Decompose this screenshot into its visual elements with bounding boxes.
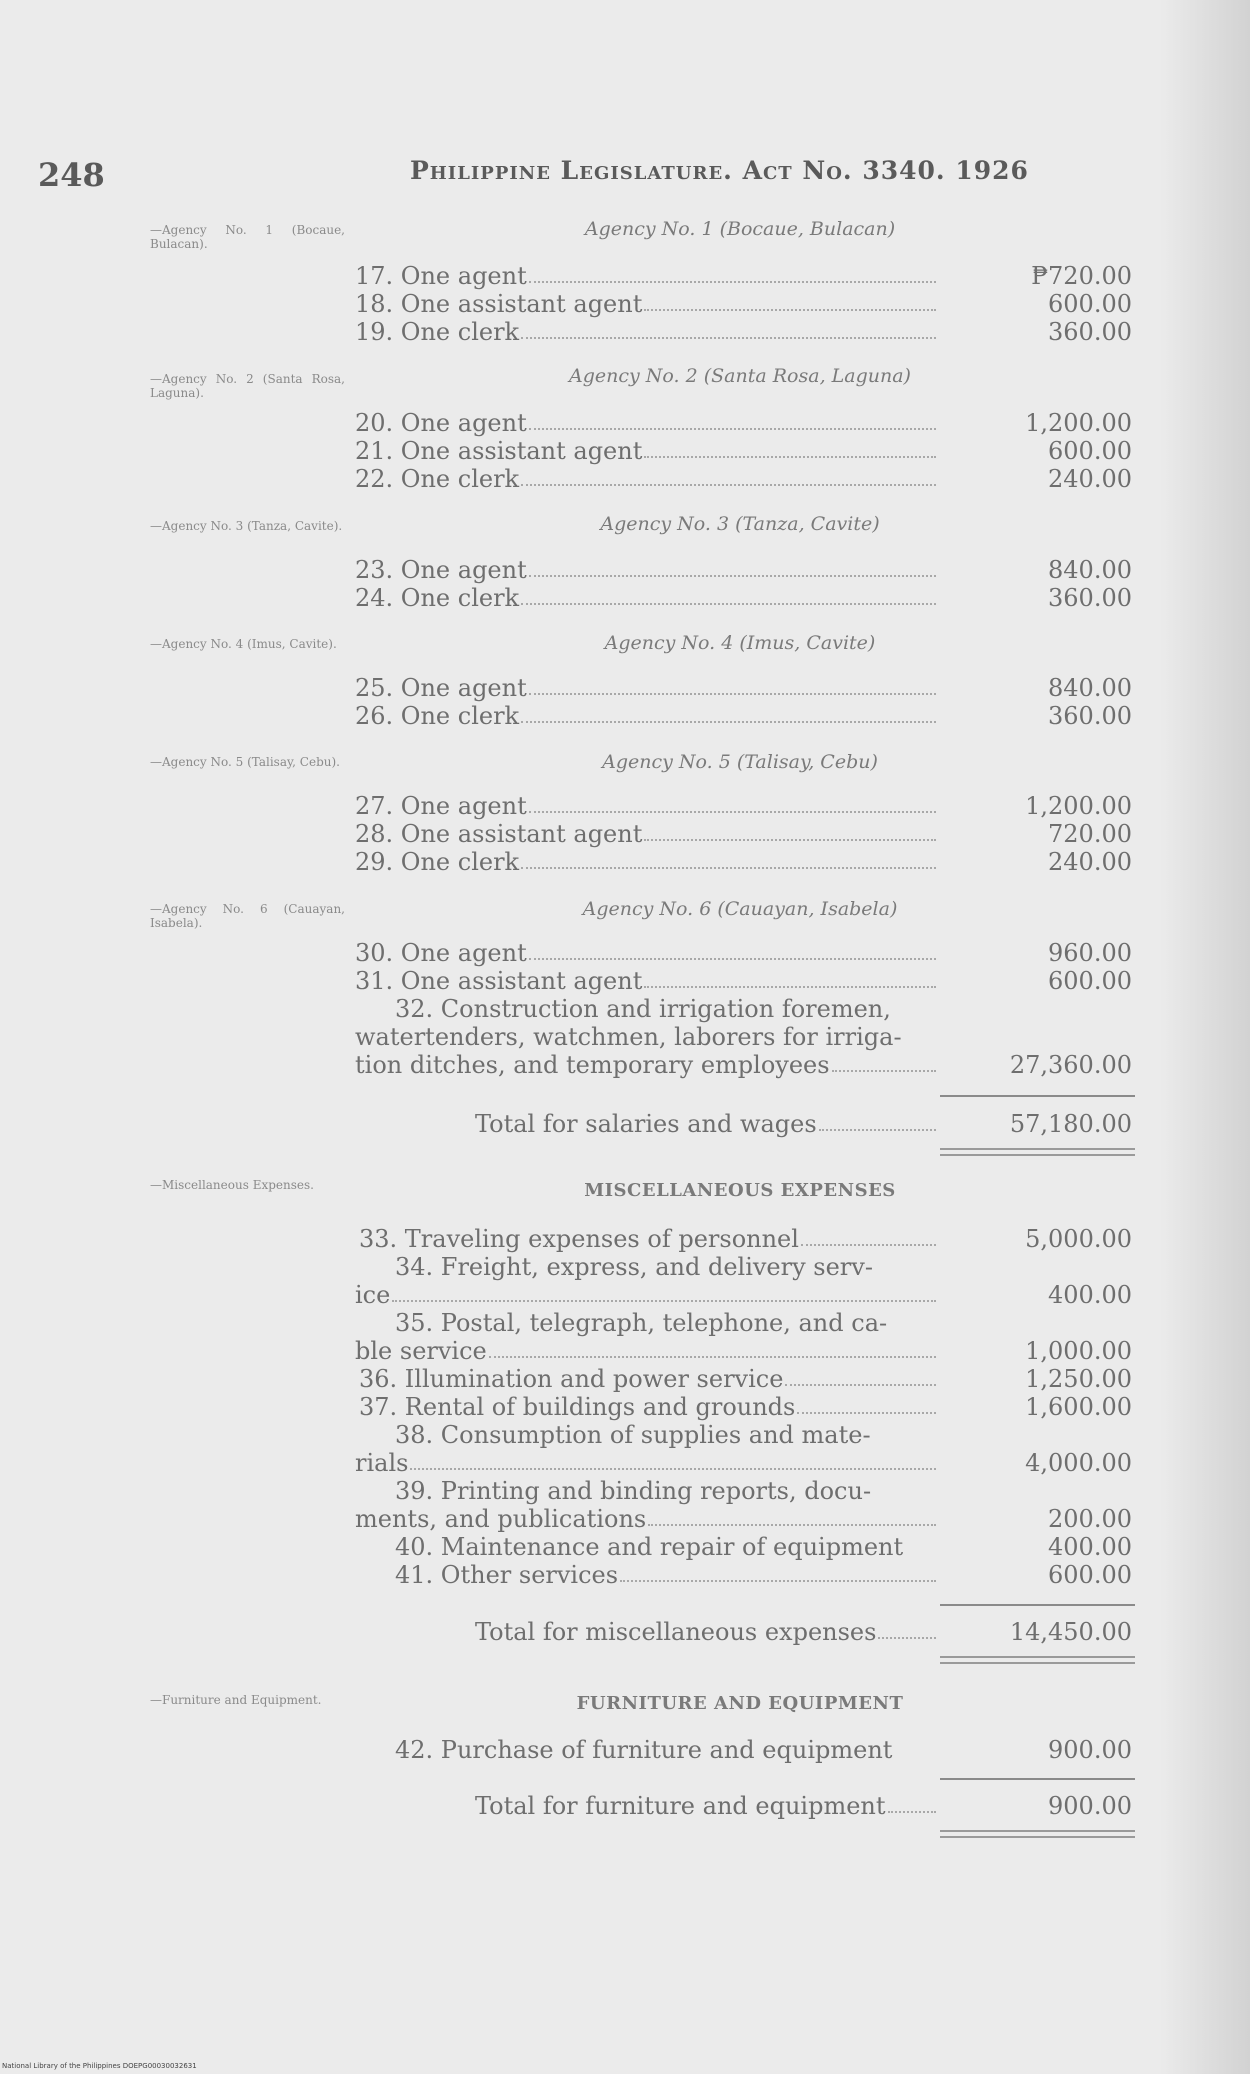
dot-leader (529, 428, 936, 430)
item-label: 26. One clerk (355, 702, 520, 730)
total-label: Total for furniture and equipment (475, 1792, 886, 1820)
dot-leader (410, 1468, 936, 1470)
dot-leader (878, 1637, 936, 1639)
total-row (475, 1792, 940, 1820)
section-title-agency-5: Agency No. 5 (Talisay, Cebu) (602, 751, 878, 773)
item-amount: 240.00 (1048, 848, 1132, 876)
item-amount: 840.00 (1048, 674, 1132, 702)
item-amount: 5,000.00 (1025, 1225, 1132, 1253)
item-label-last-line (355, 1449, 940, 1477)
dot-leader (648, 1524, 936, 1526)
dot-leader (644, 839, 936, 841)
line-item (355, 1393, 940, 1421)
line-item (355, 290, 940, 318)
item-amount: 1,000.00 (1025, 1337, 1132, 1365)
total-label: Total for miscellaneous expenses (475, 1618, 877, 1646)
item-label-last-line (355, 1281, 940, 1309)
margin-note-misc: —Miscellaneous Expenses. (150, 1178, 314, 1192)
margin-note-agency-4: —Agency No. 4 (Imus, Cavite). (150, 637, 337, 651)
dot-leader (529, 811, 936, 813)
dot-leader (644, 986, 936, 988)
subtotal-rule (940, 1604, 1135, 1606)
section-title-agency-1: Agency No. 1 (Bocaue, Bulacan) (584, 218, 896, 240)
line-item (355, 967, 940, 995)
dot-leader (644, 456, 936, 458)
item-label-line: 32. Construction and irrigation foremen, (395, 995, 891, 1023)
total-row (475, 1110, 940, 1138)
dot-leader (832, 1070, 936, 1072)
item-label: 27. One agent (355, 792, 527, 820)
total-amount: 14,450.00 (1009, 1618, 1132, 1646)
item-label-line: watertenders, watchmen, laborers for irriga- (355, 1023, 902, 1051)
margin-note-agency-2: —Agency No. 2 (Santa Rosa, Laguna). (150, 372, 345, 400)
item-amount: 600.00 (1048, 437, 1132, 465)
line-item (355, 409, 940, 437)
line-item (355, 792, 940, 820)
item-label: 25. One agent (355, 674, 527, 702)
item-amount: 400.00 (1048, 1533, 1132, 1561)
margin-note-agency-3: —Agency No. 3 (Tanza, Cavite). (150, 519, 343, 533)
item-label-line: ments, and publications (355, 1505, 647, 1533)
item-label-line: ice (355, 1281, 391, 1309)
total-row (475, 1618, 940, 1646)
item-label: 18. One assistant agent (355, 290, 643, 318)
section-title-agency-2: Agency No. 2 (Santa Rosa, Laguna) (569, 365, 911, 387)
dot-leader (489, 1356, 936, 1358)
item-amount: 600.00 (1048, 1561, 1132, 1589)
line-item-multiline (355, 1421, 940, 1477)
line-item-multiline (355, 1309, 940, 1365)
line-item-multiline (355, 1253, 940, 1309)
line-item (355, 702, 940, 730)
item-label: 19. One clerk (355, 318, 520, 346)
item-amount: 960.00 (1048, 939, 1132, 967)
item-label: 33. Traveling expenses of personnel (359, 1225, 799, 1253)
item-label: 41. Other services (395, 1561, 619, 1589)
line-item (355, 848, 940, 876)
item-label: 23. One agent (355, 556, 527, 584)
item-amount: 240.00 (1048, 465, 1132, 493)
line-item (355, 1365, 940, 1393)
library-credit: National Library of the Philippines DOEPG00030032631 (2, 2062, 197, 2070)
item-amount: 360.00 (1048, 318, 1132, 346)
item-label-line: 38. Consumption of supplies and mate- (395, 1421, 871, 1449)
subtotal-rule (940, 1095, 1135, 1097)
line-item (355, 318, 940, 346)
margin-note-agency-1: —Agency No. 1 (Bocaue, Bulacan). (150, 223, 345, 251)
item-amount: 400.00 (1048, 1281, 1132, 1309)
dot-leader (529, 575, 936, 577)
item-amount: 360.00 (1048, 584, 1132, 612)
line-item-multiline (355, 1477, 940, 1533)
item-label: 22. One clerk (355, 465, 520, 493)
item-label: 30. One agent (355, 939, 527, 967)
dot-leader (529, 958, 936, 960)
item-amount: 900.00 (1048, 1736, 1132, 1764)
section-title-agency-3: Agency No. 3 (Tanza, Cavite) (600, 513, 880, 535)
item-label: 37. Rental of buildings and grounds (359, 1393, 796, 1421)
dot-leader (819, 1129, 936, 1131)
item-label-line: rials (355, 1449, 409, 1477)
item-label: 17. One agent (355, 262, 527, 290)
margin-note-furniture: —Furniture and Equipment. (150, 1693, 322, 1707)
total-double-rule (940, 1656, 1135, 1664)
line-item (355, 1225, 940, 1253)
dot-leader (521, 721, 936, 723)
item-label-line: 39. Printing and binding reports, docu- (395, 1477, 872, 1505)
item-label-last-line (355, 1505, 940, 1533)
line-item (355, 1561, 940, 1589)
dot-leader (392, 1300, 936, 1302)
dot-leader (620, 1580, 936, 1582)
section-title-agency-4: Agency No. 4 (Imus, Cavite) (604, 632, 876, 654)
dot-leader (785, 1384, 936, 1386)
line-item (355, 674, 940, 702)
line-item (355, 262, 940, 290)
dot-leader (521, 603, 936, 605)
item-label-line: 35. Postal, telegraph, telephone, and ca- (395, 1309, 888, 1337)
section-title-furniture: FURNITURE AND EQUIPMENT (576, 1693, 904, 1714)
item-amount: ₱720.00 (1031, 262, 1132, 290)
line-item (355, 1736, 940, 1764)
subtotal-rule (940, 1778, 1135, 1780)
total-amount: 900.00 (1048, 1792, 1132, 1820)
dot-leader (801, 1244, 936, 1246)
item-amount: 360.00 (1048, 702, 1132, 730)
item-label: 31. One assistant agent (355, 967, 643, 995)
line-item (355, 465, 940, 493)
item-label-line: tion ditches, and temporary employees (355, 1051, 830, 1079)
item-label: 42. Purchase of furniture and equipment (395, 1736, 893, 1764)
section-title-agency-6: Agency No. 6 (Cauayan, Isabela) (582, 898, 898, 920)
item-amount: 4,000.00 (1025, 1449, 1132, 1477)
dot-leader (529, 693, 936, 695)
dot-leader (521, 484, 936, 486)
section-title-misc: MISCELLANEOUS EXPENSES (584, 1180, 896, 1201)
line-item-multiline (355, 995, 940, 1079)
item-label: 28. One assistant agent (355, 820, 643, 848)
item-label-last-line (355, 1051, 940, 1079)
line-item (355, 820, 940, 848)
line-item (355, 1533, 940, 1561)
total-amount: 57,180.00 (1009, 1110, 1132, 1138)
line-item (355, 556, 940, 584)
line-item (355, 437, 940, 465)
dot-leader (521, 867, 936, 869)
item-label: 36. Illumination and power service (359, 1365, 784, 1393)
item-amount: 200.00 (1048, 1505, 1132, 1533)
line-item (355, 939, 940, 967)
page-number: 248 (38, 156, 105, 194)
item-amount: 1,250.00 (1025, 1365, 1132, 1393)
line-item (355, 584, 940, 612)
item-label-last-line (355, 1337, 940, 1365)
total-double-rule (940, 1148, 1135, 1156)
item-amount: 1,200.00 (1025, 792, 1132, 820)
total-double-rule (940, 1830, 1135, 1838)
item-amount: 600.00 (1048, 290, 1132, 318)
dot-leader (888, 1811, 936, 1813)
item-label: 40. Maintenance and repair of equipment (395, 1533, 904, 1561)
item-label: 24. One clerk (355, 584, 520, 612)
margin-note-agency-6: —Agency No. 6 (Cauayan, Isabela). (150, 902, 345, 930)
item-label: 20. One agent (355, 409, 527, 437)
dot-leader (644, 309, 936, 311)
item-label: 21. One assistant agent (355, 437, 643, 465)
item-amount: 27,360.00 (1009, 1051, 1132, 1079)
dot-leader (521, 337, 936, 339)
running-head: Philippine Legislature. Act No. 3340. 1926 (410, 156, 1029, 185)
item-amount: 1,200.00 (1025, 409, 1132, 437)
item-amount: 840.00 (1048, 556, 1132, 584)
dot-leader (529, 281, 936, 283)
item-label-line: 34. Freight, express, and delivery serv- (395, 1253, 873, 1281)
margin-note-agency-5: —Agency No. 5 (Talisay, Cebu). (150, 755, 340, 769)
item-label: 29. One clerk (355, 848, 520, 876)
item-amount: 1,600.00 (1025, 1393, 1132, 1421)
scan-edge-shadow (1160, 0, 1250, 2074)
dot-leader (797, 1412, 936, 1414)
item-amount: 600.00 (1048, 967, 1132, 995)
item-amount: 720.00 (1048, 820, 1132, 848)
total-label: Total for salaries and wages (475, 1110, 817, 1138)
item-label-line: ble service (355, 1337, 487, 1365)
